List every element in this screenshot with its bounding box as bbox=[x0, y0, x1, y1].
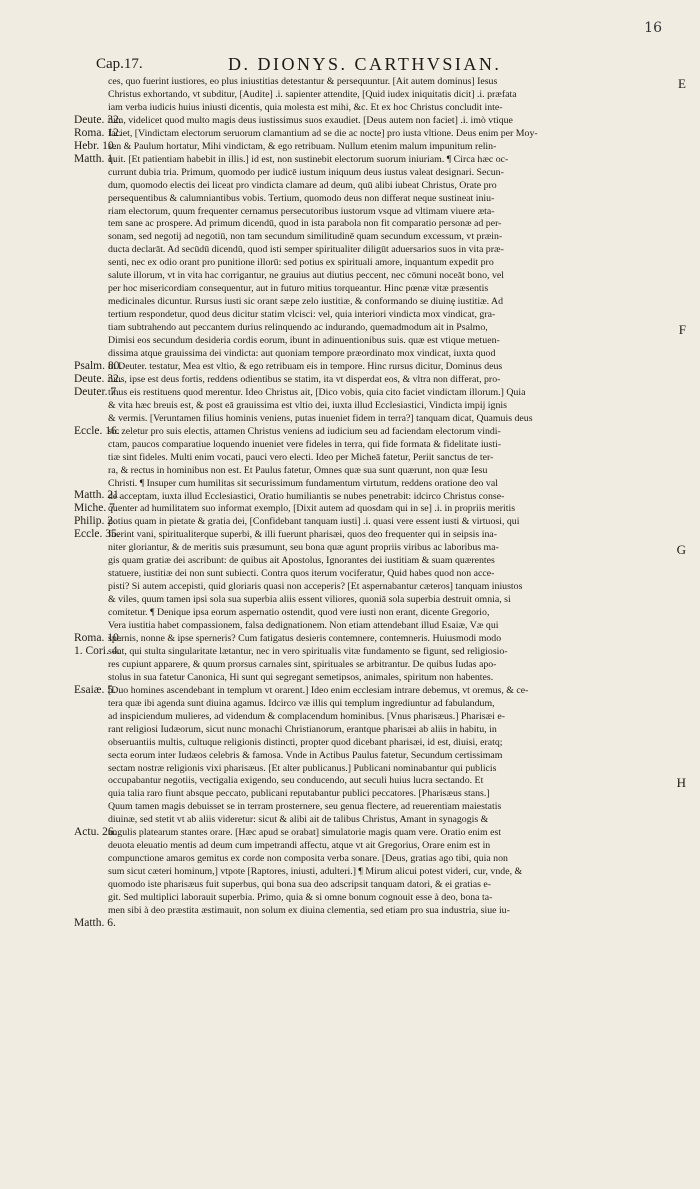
text-line: stolus in sua fatetur Canonica, Hi sunt qui segregant semetipsos, animales, spiritum non habentes. bbox=[108, 671, 494, 683]
section-letter: G bbox=[676, 542, 686, 558]
text-line: secta eorum inter Iudæos celebris & famosa. Vnde in Actibus Paulus fatetur, Secundum certissimam bbox=[108, 749, 503, 761]
text-line: rant religiosi Iudæorum, sicut nunc monachi Christianorum, erantque pharisæi ab aliis in habitu, in bbox=[108, 723, 497, 735]
text-line: ctam, paucos comparatiue loquendo inueniet vere fideles in terra, qui fide formata & fidelitate iusti- bbox=[108, 438, 502, 450]
scripture-reference: Deute. 32. bbox=[74, 372, 122, 385]
text-line: sonam, sed negotij ad negotiū, non tam secundum similitudinē quam secundum excessum, vt præin- bbox=[108, 231, 503, 243]
scripture-reference: Hebr. 10. bbox=[74, 139, 117, 152]
scripture-reference: Esaiæ. 5. bbox=[74, 683, 116, 696]
text-line: senti, nec ex odio orant pro punitione illorū: sed potius ex spirituali amore, inquantum expedit pro bbox=[108, 257, 494, 269]
text-line: diuinæ, sed stetit vt ab aliis videretur: sicut & alibi ait de talibus Christus, Amant in synagogis & bbox=[108, 814, 489, 826]
text-line: angulis platearum stantes orare. [Hæc apud se orabat] simulatorie magis quam vere. Oratio enim est bbox=[108, 827, 502, 839]
text-line: tiæ sint fideles. Multi enim vocati, pauci vero electi. Ideo per Micheā fatetur, Periit sanctus de ter- bbox=[108, 451, 494, 463]
text-line: tum, videlicet quod multo magis deus iustissimus suos exaudiet. [Deus autem non faciet] .i. imò vtique bbox=[108, 114, 513, 126]
text-line: per hoc misericordiam consequentur, aut in futuro mitius torqueantur. Hinc pœnæ vitæ præsentis bbox=[108, 283, 489, 295]
text-line: in Deuter. testatur, Mea est vltio, & ego retribuam eis in tempore. Hinc rursus dicitur, Dominus deus bbox=[108, 360, 503, 372]
text-line: salute illorum, vt in vita hac corrigantur, ne grauius aut diutius peccent, nec cōmuni noceāt bono, vel bbox=[108, 270, 504, 282]
scripture-reference: Actu. 26. bbox=[74, 826, 117, 839]
text-line: currunt dubia tria. Primum, quomodo per iudicē iustum iniquum deus iustus valeat designari. Secun- bbox=[108, 166, 504, 178]
scripture-reference: Roma. 10. bbox=[74, 631, 122, 644]
text-line: sum sicut cæteri hominum,] vtpote [Raptores, iniusti, adulteri.] ¶ Mirum alicui potest videri, cur, vnde, & bbox=[108, 866, 523, 878]
text-line: fuerint vani, spiritualiterque superbi, & illi fuerunt pharisæi, quos deo frequenter qui in seipsis ina- bbox=[108, 529, 498, 541]
text-line: tem sane ac prospere. Ad primum dicendū, quod in ista parabola non fit comparatio personæ ad per- bbox=[108, 218, 502, 230]
text-line: & vita hæc breuis est, & post eā grauissima est vltio dei, iuxta illud Ecclesiastici, Vindicta impij ignis bbox=[108, 399, 507, 411]
text-line: tera quæ ibi agenda sunt diuina agamus. Idcirco væ illis qui templum ingrediuntur ad fabulandum, bbox=[108, 697, 495, 709]
text-line: ra, & rectus in hominibus non est. Et Paulus fatetur, Omnes quæ sua sunt quærunt, non quæ Iesu bbox=[108, 464, 488, 476]
text-line: dum, quomodo electis dei liceat pro vindicta clamare ad deum, quū alibi iubeat Christus, Orate pro bbox=[108, 179, 497, 191]
text-line: ducta declarāt. Ad secūdū dicendū, quod isti semper spiritualiter diligūt aduersarios suos in vita præ- bbox=[108, 244, 504, 256]
section-letter: F bbox=[678, 322, 686, 338]
text-line: quomodo iste pharisæus fuit superbus, qui bona sua deo adscripsit tanquam datori, & ei gratias e- bbox=[108, 879, 492, 891]
text-line: ces, quo fuerint iustiores, eo plus iniustitias detestantur & persequuntur. [Ait autem dominus] Iesus bbox=[108, 76, 498, 87]
scripture-reference: Philip. 2. bbox=[74, 515, 116, 528]
text-line: gis quam gratiæ dei ascribunt: de quibus ait Apostolus, Ignorantes dei iustitiam & suam quærentes bbox=[108, 555, 495, 567]
scripture-reference: Psalm. 80. bbox=[74, 359, 123, 372]
scripture-reference: Deuter. 7. bbox=[74, 385, 120, 398]
text-line: statuere, iustitiæ dei non sunt subiecti. Contra quos iterum vociferatur, Quid habes quod non acce- bbox=[108, 568, 495, 580]
text-line: quia talia raro fiunt absque peccato, publicani reputabantur publici peccatores. [Pharisæus stans.] bbox=[108, 788, 490, 800]
text-line: dissima atque grauissima dei vindicta: aut quoniam tempore præordinato mox vindicat, iuxta quod bbox=[108, 348, 496, 360]
scripture-reference: Miche. 7. bbox=[74, 502, 118, 515]
text-line: potius quam in pietate & gratia dei, [Confidebant tanquam iusti] .i. quasi vere essent iusti & virtuosi, qui bbox=[108, 516, 520, 528]
text-line: tuus, ipse est deus fortis, reddens odientibus se statim, ita vt disperdat eos, & vltra non differat, pro- bbox=[108, 373, 501, 385]
text-line: tiam subtrahendo aut peccantem durius relinquendo ac indurando, quemadmodum ait in Psalmo, bbox=[108, 322, 488, 334]
scripture-reference: Deute. 32. bbox=[74, 113, 122, 126]
text-line: pisti? Si autem accepisti, quid gloriaris quasi non acceperis? [Et aspernabantur cæteros] tanquam iniustos bbox=[108, 581, 523, 593]
text-line: medicinales dicuntur. Rursus iusti sic orant sæpe zelo iustitiæ, & conformando se diuinę iustitiæ. Ad bbox=[108, 296, 504, 308]
text-line: [Duo homines ascendebant in templum vt orarent.] Ideo enim ecclesiam intrare debemus, vt oremus, & ce- bbox=[108, 684, 529, 696]
commentary-text bbox=[108, 76, 674, 1166]
text-line: tertium respondetur, quod deus dicitur statim vlcisci: vel, quia interiori vindicta mox vindicat, gra- bbox=[108, 309, 496, 321]
section-letter: H bbox=[676, 775, 686, 791]
text-line: obseruantiis multis, cultuque religionis distincti, propter quod dicebant pharisæi, id est, diuisi, eratq; bbox=[108, 736, 503, 748]
scripture-reference: Matth. 21. bbox=[74, 489, 122, 502]
text-line: git. Sed multiplici laborauit superbia. Primo, quia & si omne bonum cognouit esse à deo, bona ta- bbox=[108, 892, 493, 904]
scripture-reference: Matth. 1. bbox=[74, 152, 116, 165]
text-line: quenter ad humilitatem suo informat exemplo, [Dixit autem ad quosdam qui in se] .i. in propriis meritis bbox=[108, 503, 516, 515]
page-title: D. DIONYS. CARTHVSIAN. bbox=[228, 54, 502, 74]
text-line: niter gloriantur, & de meritis suis præsumunt, seu bona quæ agunt propriis viribus ac laboribus ma- bbox=[108, 542, 499, 554]
text-line: de acceptam, iuxta illud Ecclesiastici, Oratio humiliantis se nubes penetrabit: idcirco Christus conse- bbox=[108, 490, 505, 502]
text-line: quit. [Et patientiam habebit in illis.] id est, non sustinebit electorum suorum iniuriam. ¶ Circa hæc oc- bbox=[108, 153, 509, 165]
folio-number: 16 bbox=[644, 20, 662, 36]
text-line: men sibi à deo præstita æstimauit, non solum ex diuina clementia, sed etiam pro sua industria, siue iu- bbox=[108, 905, 510, 916]
text-line: & vermis. [Veruntamen filius hominis veniens, putas inueniet fidem in terra?] tanquam dicat, Quamuis deus bbox=[108, 412, 533, 424]
text-line: faciet, [Vindictam electorum seruorum clamantium ad se die ac nocte] pro iusta vltione. Deus enim per Moy- bbox=[108, 127, 538, 139]
text-line: & viles, quum tamen ipsi sola sua superbia aliis essent viliores, quoniā sola superbia destruit omnia, si bbox=[108, 594, 511, 606]
running-head bbox=[96, 20, 662, 76]
scripture-reference: Roma. 12. bbox=[74, 126, 122, 139]
text-line: Christi. ¶ Insuper cum humilitas sit securissimum fundamentum virtutum, reddens oratione deo val bbox=[108, 477, 498, 489]
text-line: riam electorum, quum frequenter cernamus persecutoribus iustorum vsque ad vltimam viuere æta- bbox=[108, 205, 495, 217]
text-line: sectam nostræ religionis vixi pharisæus. [Et alter publicanus.] Publicani nominabantur qui publicis bbox=[108, 762, 497, 774]
text-line: tinus eis restituens quod merentur. Ideo Christus ait, [Dico vobis, quia cito faciet vindictam illorum.] Quia bbox=[108, 386, 526, 398]
text-line: persequentibus & calumniantibus vobis. Tertium, quomodo deus non differat neque sustineat iniu- bbox=[108, 192, 495, 204]
text-line: comitetur. ¶ Denique ipsa eorum aspernatio ostendit, quod vere iusti non erant, dicente Gregorio, bbox=[108, 607, 490, 619]
text-line: sunt, qui stulta singularitate lætantur, nec in vero spiritualis vitæ fundamento se figunt, sed religiosio- bbox=[108, 645, 508, 657]
chapter-number: Cap.17. bbox=[96, 56, 143, 72]
text-line: sic zeletur pro suis electis, attamen Christus veniens ad iudicium seu ad faciendam electorum vindi- bbox=[108, 425, 501, 437]
scripture-reference: Eccle. 35. bbox=[74, 528, 120, 541]
scripture-reference: 1. Cori. 4. bbox=[74, 644, 121, 657]
scripture-reference: Matth. 6. bbox=[74, 916, 116, 929]
text-line: sen & Paulum hortatur, Mihi vindictam, & ego retribuam. Nullum etenim malum impunitum relin- bbox=[108, 140, 497, 152]
section-letter: E bbox=[678, 76, 686, 91]
text-line: Dimisi eos secundum desideria cordis eorum, ibunt in adinuentionibus suis. quæ est vtique metuen- bbox=[108, 335, 500, 347]
text-line: deuota eleuatio mentis ad deum cum impetrandi affectu, atque vt ait Gregorius, Orare enim est in bbox=[108, 840, 491, 852]
text-line: spernis, nonne & ipse sperneris? Cum fatigatus desieris contemnere, contemneris. Huiusmodi modo bbox=[108, 632, 502, 644]
text-line: res cupiunt apparere, & quum prorsus carnales sint, spirituales se arbitrantur. De quibus Iudas apo- bbox=[108, 658, 497, 670]
text-line: compunctione amaros gemitus ex corde non composita verba sonare. [Deus, gratias ago tibi, quia non bbox=[108, 853, 508, 865]
text-line: iam verba iudicis huius iniusti dicentis, quia molesta est mihi, &c. Et ex hoc Christus concludit inte- bbox=[108, 101, 503, 113]
scripture-reference: Eccle. 16. bbox=[74, 424, 120, 437]
text-line: ad inspiciendum mulieres, ad videndum & complacendum hominibus. [Vnus pharisæus.] Pharisæi e- bbox=[108, 710, 505, 722]
text-line: Vera iustitia habet compassionem, falsa dedignationem. Non etiam attendebant illud Esaiæ, Væ qui bbox=[108, 620, 499, 632]
text-line: Quum tamen magis debuisset se in terram prosternere, seu genua flectere, ad reuerentiam maiestatis bbox=[108, 801, 502, 813]
text-line: occupabantur negotiis, vectigalia exigendo, seu conducendo, aut seculi huius lucra sectando. Et bbox=[108, 775, 484, 787]
text-line: Christus exhortando, vt subditur, [Audite] .i. sapienter attendite, [Quid iudex iniquitatis dicit] .i. præfata bbox=[108, 88, 517, 100]
